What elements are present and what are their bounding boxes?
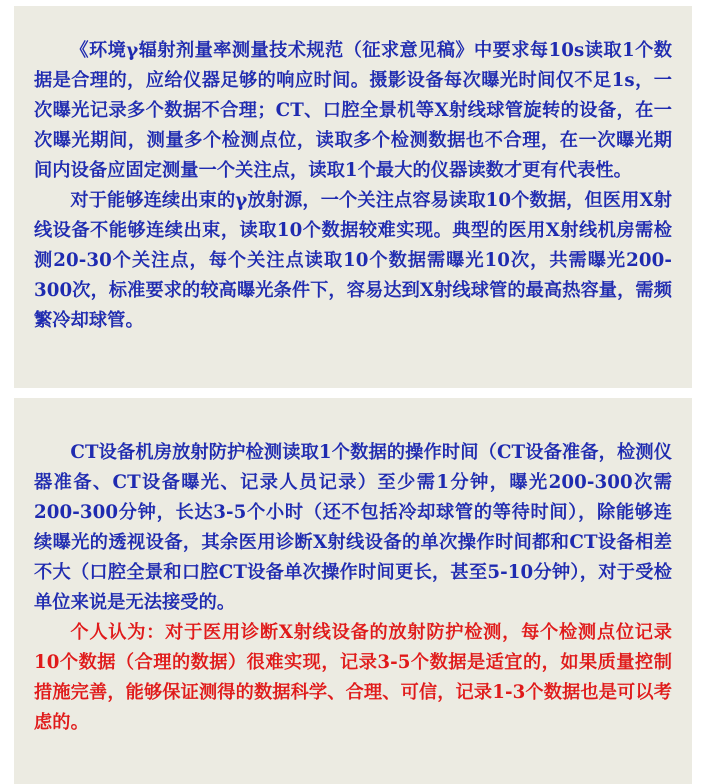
paragraph-standard-requirement: 《环境γ辐射剂量率测量技术规范（征求意见稿》中要求每10s读取1个数据是合理的，应给仪器足够的响应时间。摄影设备每次曝光时间仅不足1s，一次曝光记录多个数据不合理；CT、口腔全景机等X射线球管旋转的设备，在一次曝光期间，测量多个检测点位，读取多个检测数据也不合理，在一次曝光期间内设备应固定测量一个关注点，读取1个最大的仪器读数才更有代表性。 — [34, 40, 672, 181]
paragraph-ct-operation-time: CT设备机房放射防护检测读取1个数据的操作时间（CT设备准备，检测仪器准备、CT设备曝光、记录人员记录）至少需1分钟，曝光200-300次需200-300分钟，长达3-5个小时（还不包括冷却球管的等待时间），除能够连续曝光的透视设备，其余医用诊断X射线设备的单次操作时间都和CT设备相差不大（口腔全景和口腔CT设备单次操作时间更长，甚至5-10分钟），对于受检单位来说是无法接受的。 — [34, 442, 672, 613]
text-panel-bottom — [14, 398, 692, 784]
paragraph-xray-difficulty: 对于能够连续出束的γ放射源，一个关注点容易读取10个数据，但医用X射线设备不能够连续出束，读取10个数据较难实现。典型的医用X射线机房需检测20-30个关注点，每个关注点读取10个数据需曝光10次，共需曝光200-300次，标准要求的较高曝光条件下，容易达到X射线球管的最高热容量，需频繁冷却球管。 — [34, 190, 672, 331]
paragraph-personal-opinion: 个人认为：对于医用诊断X射线设备的放射防护检测，每个检测点位记录10个数据（合理的数据）很难实现，记录3-5个数据是适宜的，如果质量控制措施完善，能够保证测得的数据科学、合理、可信，记录1-3个数据也是可以考虑的。 — [34, 622, 672, 733]
text-panel-top — [14, 6, 692, 388]
